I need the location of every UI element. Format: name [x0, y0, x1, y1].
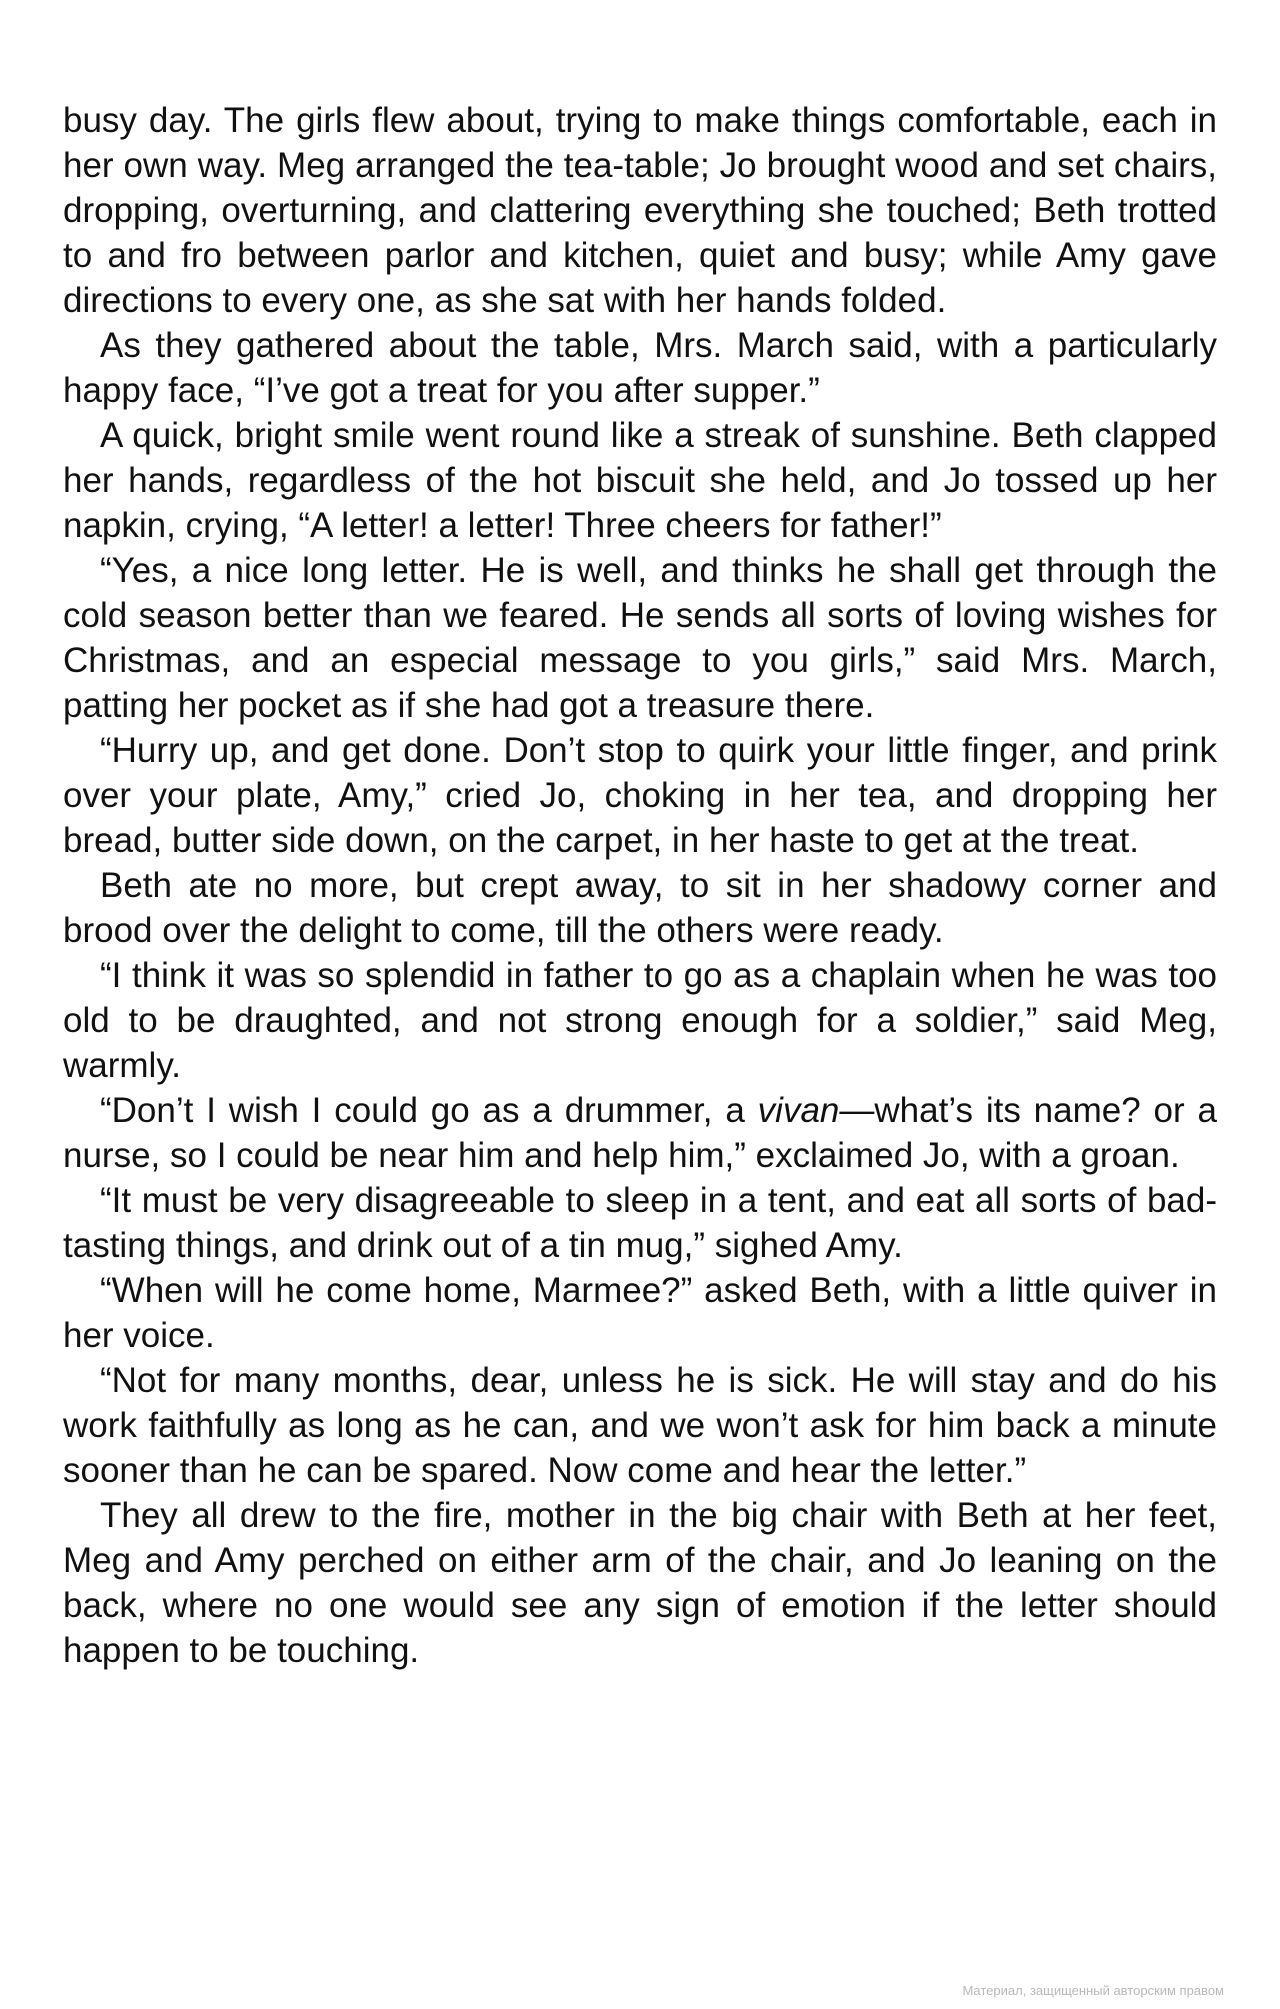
book-page-text	[63, 98, 1217, 1673]
paragraph: Beth ate no more, but crept away, to sit in her shadowy corner and brood over the delight to come, till the others were ready.	[63, 866, 1217, 950]
paragraph: busy day. The girls flew about, trying to make things comfortable, each in her own way. Meg arranged the tea-table; Jo brought wood and set chairs, dropping, overturning, and clattering everything she touched; Beth trotted to and fro between parlor and kitchen, quiet and busy; while Amy gave directions to every one, as she sat with her hands folded.	[63, 101, 1217, 320]
paragraph: “When will he come home, Marmee?” asked Beth, with a little quiver in her voice.	[63, 1271, 1217, 1355]
paragraph: “It must be very disagreeable to sleep in a tent, and eat all sorts of bad-tasting things, and drink out of a tin mug,” sighed Amy.	[63, 1181, 1217, 1265]
italic-word: vivan	[757, 1091, 840, 1130]
paragraph: As they gathered about the table, Mrs. March said, with a particularly happy face, “I’ve got a treat for you after supper.”	[63, 326, 1217, 410]
paragraph: They all drew to the fire, mother in the big chair with Beth at her feet, Meg and Amy perched on either arm of the chair, and Jo leaning on the back, where no one would see any sign of emotion if the letter should happen to be touching.	[63, 1496, 1217, 1670]
paragraph: “Not for many months, dear, unless he is sick. He will stay and do his work faithfully as long as he can, and we won’t ask for him back a minute sooner than he can be spared. Now come and hear the letter.”	[63, 1361, 1217, 1490]
copyright-watermark: Материал, защищенный авторским правом	[962, 1983, 1224, 1998]
paragraph	[63, 1088, 1217, 1178]
paragraph: “I think it was so splendid in father to go as a chaplain when he was too old to be draughted, and not strong enough for a soldier,” said Meg, warmly.	[63, 956, 1217, 1085]
paragraph: A quick, bright smile went round like a streak of sunshine. Beth clapped her hands, regardless of the hot biscuit she held, and Jo tossed up her napkin, crying, “A letter! a letter! Three cheers for father!”	[63, 416, 1217, 545]
paragraph-text-after-italic: —what’s its name? or a nurse, so I could be near him and help him,” exclaimed Jo, with a groan.	[63, 1091, 1217, 1175]
paragraph-text-before-italic: “Don’t I wish I could go as a drummer, a	[100, 1091, 758, 1130]
paragraph: “Yes, a nice long letter. He is well, and thinks he shall get through the cold season better than we feared. He sends all sorts of loving wishes for Christmas, and an especial message to you girls,” said Mrs. March, patting her pocket as if she had got a treasure there.	[63, 551, 1217, 725]
paragraph: “Hurry up, and get done. Don’t stop to quirk your little finger, and prink over your plate, Amy,” cried Jo, choking in her tea, and dropping her bread, butter side down, on the carpet, in her haste to get at the treat.	[63, 731, 1217, 860]
